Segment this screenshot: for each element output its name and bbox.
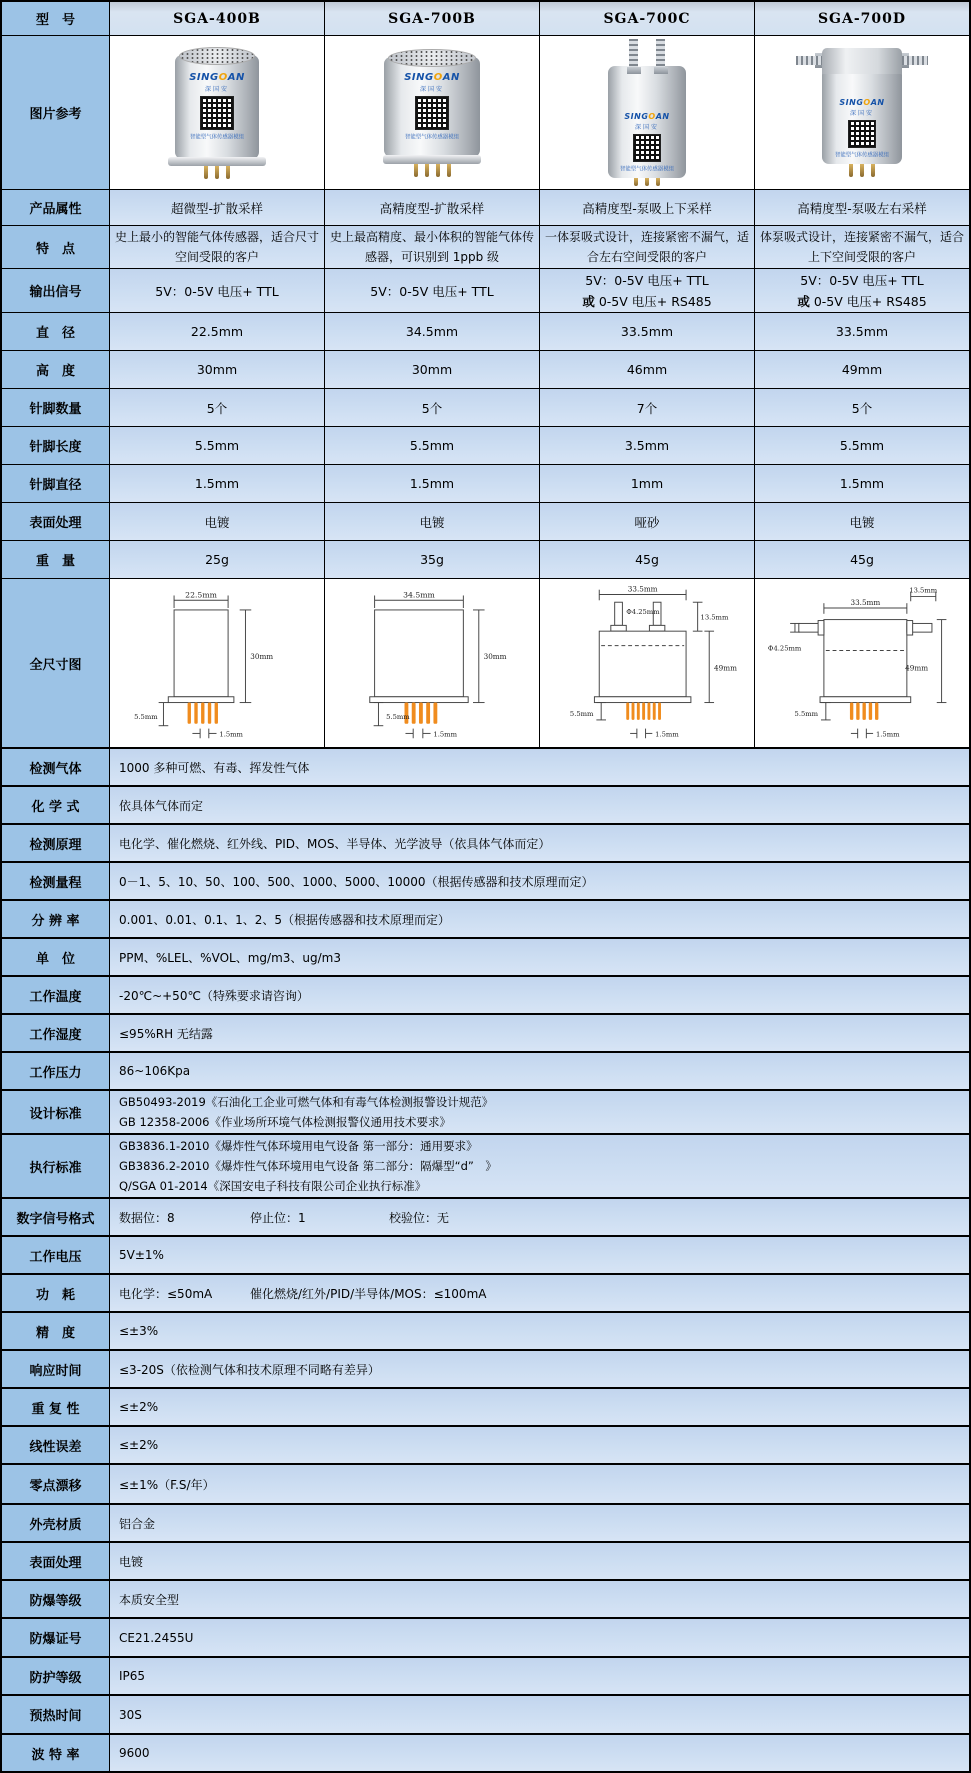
- svg-text:Φ4.25mm: Φ4.25mm: [767, 644, 802, 653]
- row-value: -20℃~+50℃（特殊要求请咨询）: [110, 977, 969, 1013]
- row-response-time: [2, 1351, 969, 1389]
- svg-text:5.5mm: 5.5mm: [134, 712, 158, 721]
- row-power-consumption: [2, 1275, 969, 1313]
- row-linearity-error: [2, 1427, 969, 1465]
- model-name: SGA-700D: [755, 2, 969, 35]
- photo-caption: 智能型气体传感器模组: [404, 134, 459, 141]
- row-explosion-proof-cert: [2, 1619, 969, 1658]
- spec-value: 45g: [540, 541, 755, 578]
- row-label: 化 学 式: [2, 787, 110, 823]
- row-label: 表面处理: [2, 503, 110, 540]
- svg-text:5.5mm: 5.5mm: [794, 710, 819, 719]
- row-value: ≤95%RH 无结露: [110, 1015, 969, 1051]
- attr-value: 高精度型-扩散采样: [325, 190, 540, 225]
- row-value: 依具体气体而定: [110, 787, 969, 823]
- row-label: 检测量程: [2, 863, 110, 899]
- brand-cn: 深国安: [849, 110, 874, 117]
- qr-code: [415, 96, 449, 130]
- spec-value: 1.5mm: [755, 465, 969, 502]
- spec-value: 33.5mm: [755, 313, 969, 350]
- flange: [383, 155, 481, 164]
- svg-text:30mm: 30mm: [483, 652, 507, 662]
- row-detection-principle: [2, 825, 969, 863]
- spec-value: 22.5mm: [110, 313, 325, 350]
- row-value: CE21.2455U: [110, 1619, 969, 1656]
- row-label: 分 辨 率: [2, 901, 110, 937]
- row-output-signal: [2, 269, 969, 313]
- output-value: 5V：0-5V 电压+ TTL 或 0-5V 电压+ RS485: [755, 269, 969, 312]
- row-resolution: [2, 901, 969, 939]
- row-value: 数据位：8 停止位：1 校验位：无: [110, 1199, 969, 1235]
- sensor-photo: [608, 39, 686, 186]
- row-diameter: [2, 313, 969, 351]
- qr-code: [200, 96, 234, 130]
- row-value: ≤±2%: [110, 1427, 969, 1463]
- row-pin-count: [2, 389, 969, 427]
- row-label: 高 度: [2, 351, 110, 388]
- side-nozzle-head: [822, 48, 902, 74]
- brand-cn: 深国安: [634, 124, 659, 131]
- spec-value: 1.5mm: [110, 465, 325, 502]
- brand-cn: 深国安: [204, 86, 229, 93]
- dimension-diagram-sga700d: [755, 579, 969, 747]
- row-protection-grade: [2, 1658, 969, 1696]
- row-value: 本质安全型: [110, 1581, 969, 1617]
- svg-text:33.5mm: 33.5mm: [627, 584, 658, 594]
- perforated-cap: [388, 49, 476, 67]
- row-unit: [2, 939, 969, 977]
- row-working-temperature: [2, 977, 969, 1015]
- sensor-photo: [383, 49, 481, 177]
- row-label: 预热时间: [2, 1696, 110, 1733]
- row-working-voltage: [2, 1237, 969, 1275]
- row-label: 特 点: [2, 226, 110, 268]
- row-label: 针脚长度: [2, 427, 110, 464]
- row-label: 执行标准: [2, 1135, 110, 1197]
- row-product-attr: [2, 190, 969, 226]
- svg-text:1.5mm: 1.5mm: [433, 730, 457, 739]
- row-label: 防爆证号: [2, 1619, 110, 1656]
- row-execution-standard: [2, 1135, 969, 1199]
- row-value: ≤±3%: [110, 1313, 969, 1349]
- row-value: GB3836.1-2010《爆炸性气体环境用电气设备 第一部分：通用要求》 GB3836.2-2010《爆炸性气体环境用电气设备 第二部分：隔爆型“d” 》 Q/SGA 01-2014《深国安电子科技有限公司企业执行标准》: [110, 1135, 969, 1197]
- sensor-photo: [822, 48, 902, 177]
- brand-logo: SINGOAN: [839, 98, 885, 107]
- svg-text:1.5mm: 1.5mm: [875, 730, 900, 739]
- row-label: 图片参考: [2, 36, 110, 189]
- model-name: SGA-700C: [540, 2, 755, 35]
- left-nozzle: [796, 56, 822, 65]
- row-label: 针脚数量: [2, 389, 110, 426]
- row-height: [2, 351, 969, 389]
- row-label: 设计标准: [2, 1091, 110, 1133]
- pump-nozzles: [629, 39, 665, 69]
- svg-text:34.5mm: 34.5mm: [403, 590, 435, 600]
- row-label: 单 位: [2, 939, 110, 975]
- header-label: 型 号: [2, 2, 110, 35]
- spec-value: 49mm: [755, 351, 969, 388]
- row-label: 检测原理: [2, 825, 110, 861]
- row-label: 功 耗: [2, 1275, 110, 1311]
- photo-caption: 智能型气体传感器模组: [834, 152, 889, 159]
- row-label: 零点漂移: [2, 1465, 110, 1503]
- photo-caption: 智能型气体传感器模组: [619, 166, 674, 173]
- svg-text:33.5mm: 33.5mm: [850, 598, 881, 608]
- row-value: PPM、%LEL、%VOL、mg/m3、ug/m3: [110, 939, 969, 975]
- attr-value: 超微型-扩散采样: [110, 190, 325, 225]
- model-name: SGA-400B: [110, 2, 325, 35]
- row-value: ≤±1%（F.S/年）: [110, 1465, 969, 1503]
- sensor-photo: [168, 47, 266, 179]
- spec-value: 25g: [110, 541, 325, 578]
- svg-text:49mm: 49mm: [905, 663, 929, 673]
- row-working-humidity: [2, 1015, 969, 1053]
- pins: [414, 164, 451, 177]
- feature-value: 一体泵吸式设计，连接紧密不漏气，适合左右空间受限的客户: [540, 226, 755, 268]
- product-photo-sga700c: [540, 36, 755, 189]
- spec-value: 电镀: [755, 503, 969, 540]
- row-dimension-drawings: [2, 579, 969, 749]
- spec-value: 45g: [755, 541, 969, 578]
- pins: [849, 164, 875, 177]
- brand-logo: SINGOAN: [404, 72, 460, 83]
- spec-value: 35g: [325, 541, 540, 578]
- dimension-diagram-sga700c: [540, 579, 755, 747]
- spec-value: 电镀: [110, 503, 325, 540]
- row-weight: [2, 541, 969, 579]
- product-photo-sga400b: [110, 36, 325, 189]
- row-label: 针脚直径: [2, 465, 110, 502]
- header-row: [2, 2, 969, 36]
- flange: [168, 157, 266, 166]
- svg-text:13.5mm: 13.5mm: [700, 613, 729, 622]
- row-repeatability: [2, 1389, 969, 1427]
- output-value: 5V：0-5V 电压+ TTL: [110, 269, 325, 312]
- row-value: 30S: [110, 1696, 969, 1733]
- spec-value: 30mm: [110, 351, 325, 388]
- row-label: 波 特 率: [2, 1735, 110, 1771]
- feature-value: 史上最小的智能气体传感器，适合尺寸空间受限的客户: [110, 226, 325, 268]
- row-surface-treatment: [2, 1543, 969, 1581]
- row-value: 铝合金: [110, 1505, 969, 1541]
- row-label: 直 径: [2, 313, 110, 350]
- row-value: 0－1、5、10、50、100、500、1000、5000、10000（根据传感器和技术原理而定）: [110, 863, 969, 899]
- right-nozzle: [902, 56, 928, 65]
- spec-value: 33.5mm: [540, 313, 755, 350]
- row-warmup-time: [2, 1696, 969, 1735]
- row-shell-material: [2, 1505, 969, 1543]
- row-label: 防爆等级: [2, 1581, 110, 1617]
- model-name: SGA-700B: [325, 2, 540, 35]
- spec-value: 5个: [325, 389, 540, 426]
- row-label: 外壳材质: [2, 1505, 110, 1541]
- svg-text:13.5mm: 13.5mm: [909, 586, 938, 595]
- row-design-standard: [2, 1091, 969, 1135]
- row-label: 工作电压: [2, 1237, 110, 1273]
- feature-value: 史上最高精度、最小体积的智能气体传感器，可识别到 1ppb 级: [325, 226, 540, 268]
- svg-text:Φ4.25mm: Φ4.25mm: [626, 607, 660, 616]
- row-value: 电镀: [110, 1543, 969, 1579]
- row-value: 电化学：≤50mA 催化燃烧/红外/PID/半导体/MOS：≤100mA: [110, 1275, 969, 1311]
- feature-value: 体泵吸式设计，连接紧密不漏气，适合上下空间受限的客户: [755, 226, 969, 268]
- row-value: ≤±2%: [110, 1389, 969, 1425]
- spec-value: 5个: [755, 389, 969, 426]
- spec-value: 5个: [110, 389, 325, 426]
- output-value: 5V：0-5V 电压+ TTL: [325, 269, 540, 312]
- row-features: [2, 226, 969, 269]
- row-value: 1000 多种可燃、有毒、挥发性气体: [110, 749, 969, 785]
- spec-value: 哑砂: [540, 503, 755, 540]
- perforated-cap: [179, 47, 255, 65]
- spec-value: 7个: [540, 389, 755, 426]
- spec-value: 34.5mm: [325, 313, 540, 350]
- spec-value: 46mm: [540, 351, 755, 388]
- svg-text:1.5mm: 1.5mm: [219, 730, 243, 739]
- row-label: 输出信号: [2, 269, 110, 312]
- spec-value: 30mm: [325, 351, 540, 388]
- row-label: 全尺寸图: [2, 579, 110, 747]
- row-value: 电化学、催化燃烧、红外线、PID、MOS、半导体、光学波导（依具体气体而定）: [110, 825, 969, 861]
- photo-caption: 智能型气体传感器模组: [189, 134, 244, 141]
- row-label: 响应时间: [2, 1351, 110, 1387]
- svg-text:5.5mm: 5.5mm: [569, 710, 594, 719]
- row-detection-range: [2, 863, 969, 901]
- row-label: 重 复 性: [2, 1389, 110, 1425]
- svg-text:5.5mm: 5.5mm: [386, 712, 410, 721]
- pins: [204, 166, 230, 179]
- product-photo-sga700b: [325, 36, 540, 189]
- row-label: 工作湿度: [2, 1015, 110, 1051]
- row-value: 5V±1%: [110, 1237, 969, 1273]
- svg-text:22.5mm: 22.5mm: [185, 590, 217, 600]
- spec-value: 5.5mm: [755, 427, 969, 464]
- row-label: 精 度: [2, 1313, 110, 1349]
- brand-logo: SINGOAN: [624, 112, 670, 121]
- pins: [634, 178, 660, 186]
- row-baud-rate: [2, 1735, 969, 1771]
- row-value: GB50493-2019《石油化工企业可燃气体和有毒气体检测报警设计规范》 GB 12358-2006《作业场所环境气体检测报警仪通用技术要求》: [110, 1091, 969, 1133]
- svg-text:30mm: 30mm: [250, 652, 274, 662]
- spec-value: 5.5mm: [110, 427, 325, 464]
- row-value: IP65: [110, 1658, 969, 1694]
- brand-cn: 深国安: [419, 86, 444, 93]
- row-pin-length: [2, 427, 969, 465]
- attr-value: 高精度型-泵吸左右采样: [755, 190, 969, 225]
- row-label: 工作温度: [2, 977, 110, 1013]
- row-label: 检测气体: [2, 749, 110, 785]
- spec-value: 电镀: [325, 503, 540, 540]
- row-accuracy: [2, 1313, 969, 1351]
- row-pin-diameter: [2, 465, 969, 503]
- spec-value: 1mm: [540, 465, 755, 502]
- row-label: 工作压力: [2, 1053, 110, 1089]
- row-value: ≤3-20S（依检测气体和技术原理不同略有差异）: [110, 1351, 969, 1387]
- output-value: 5V：0-5V 电压+ TTL 或 0-5V 电压+ RS485: [540, 269, 755, 312]
- spec-value: 3.5mm: [540, 427, 755, 464]
- attr-value: 高精度型-泵吸上下采样: [540, 190, 755, 225]
- row-value: 0.001、0.01、0.1、1、2、5（根据传感器和技术原理而定）: [110, 901, 969, 937]
- row-label: 表面处理: [2, 1543, 110, 1579]
- svg-text:49mm: 49mm: [714, 663, 737, 673]
- dimension-diagram-sga400b: [110, 579, 325, 747]
- photo-row: [2, 36, 969, 190]
- row-digital-signal-format: [2, 1199, 969, 1237]
- qr-code: [848, 120, 876, 148]
- dimension-diagram-sga700b: [325, 579, 540, 747]
- row-explosion-proof-grade: [2, 1581, 969, 1619]
- row-label: 线性误差: [2, 1427, 110, 1463]
- product-photo-sga700d: [755, 36, 969, 189]
- brand-logo: SINGOAN: [189, 72, 245, 83]
- row-label: 数字信号格式: [2, 1199, 110, 1235]
- svg-text:1.5mm: 1.5mm: [655, 730, 679, 739]
- row-zero-drift: [2, 1465, 969, 1505]
- row-working-pressure: [2, 1053, 969, 1091]
- spec-value: 5.5mm: [325, 427, 540, 464]
- row-value: 9600: [110, 1735, 969, 1771]
- row-label: 重 量: [2, 541, 110, 578]
- row-value: 86~106Kpa: [110, 1053, 969, 1089]
- spec-value: 1.5mm: [325, 465, 540, 502]
- row-detected-gas: [2, 749, 969, 787]
- row-chemical-formula: [2, 787, 969, 825]
- row-label: 产品属性: [2, 190, 110, 225]
- row-label: 防护等级: [2, 1658, 110, 1694]
- row-surface-finish: [2, 503, 969, 541]
- qr-code: [633, 134, 661, 162]
